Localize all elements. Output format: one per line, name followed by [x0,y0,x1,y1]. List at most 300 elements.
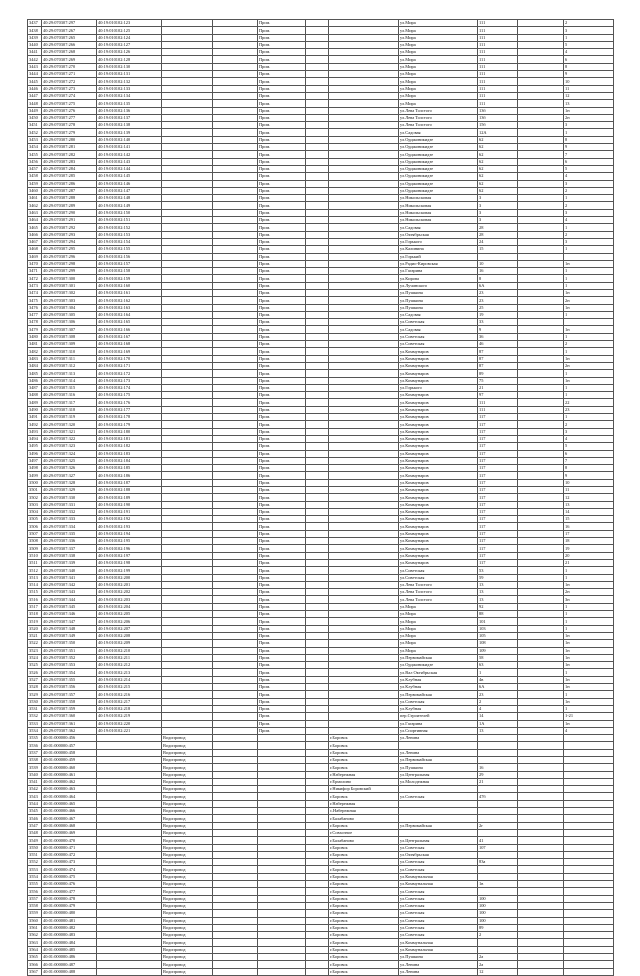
cell-house: 13б [478,107,518,114]
cell-purpose: Пром. [258,144,306,151]
cell-old-number: 40:19:010102:216 [97,691,162,698]
cell-row-number: 3551 [28,851,42,858]
cell-old-number [97,954,162,961]
cell-house: 29 [478,771,518,778]
cell-cadastral-number: 40:29:070307:266 [42,41,97,48]
cell-col-g [306,246,329,253]
cell-col-k [518,355,564,362]
cell-house: 9 [478,326,518,333]
cell-house: 117 [478,465,518,472]
cell-room: 1 [564,333,614,340]
cell-col-e [213,158,258,165]
table-row [28,756,614,763]
cell-old-number [97,917,162,924]
cell-object-type [162,399,213,406]
cell-old-number [97,844,162,851]
cell-room: 7 [564,457,614,464]
cell-col-k [518,399,564,406]
cell-room: 10 [564,78,614,85]
cell-street: ул.Советская [399,895,478,902]
cell-row-number: 3524 [28,654,42,661]
cell-purpose: Пром. [258,187,306,194]
cell-col-e [213,421,258,428]
cell-col-k [518,494,564,501]
cell-street: ул.Вал Октябрьская [399,669,478,676]
cell-col-e [213,231,258,238]
cell-object-type [162,538,213,545]
cell-room [564,771,614,778]
cell-col-g [306,552,329,559]
cell-cadastral-number: 40:01:000000:479 [42,902,97,909]
cell-street: ул.Коммунаров [399,362,478,369]
cell-col-g [306,311,329,318]
cell-street: ул.Радио-Кировская [399,260,478,267]
cell-row-number: 3564 [28,946,42,953]
cell-col-g [306,924,329,931]
cell-street: ул.Мира [399,632,478,639]
cell-house: 3 [478,217,518,224]
cell-col-e [213,662,258,669]
cell-room: 1н [564,304,614,311]
cell-purpose: Пром. [258,727,306,734]
cell-locality: г.Боровск [329,764,399,771]
cell-object-type [162,355,213,362]
cell-purpose [258,771,306,778]
cell-col-g [306,231,329,238]
cell-old-number: 40:19:010102:207 [97,625,162,632]
cell-house: 117 [478,450,518,457]
cell-col-e [213,319,258,326]
cell-room: 1н [564,647,614,654]
table-row [28,392,614,399]
cell-row-number: 3472 [28,275,42,282]
cell-col-k [518,618,564,625]
cell-old-number [97,764,162,771]
cell-street: ул.Коммунаров [399,538,478,545]
cell-street: ул.Молодежная [399,778,478,785]
cell-locality [329,479,399,486]
cell-row-number: 3529 [28,691,42,698]
cell-cadastral-number: 40:01:000000:483 [42,932,97,939]
cell-cadastral-number: 40:29:070307:358 [42,698,97,705]
cell-col-e [213,581,258,588]
cell-room: 1 [564,348,614,355]
cell-street: ул.Коммунаров [399,479,478,486]
cell-object-type: Водопровод [162,735,213,742]
cell-cadastral-number: 40:29:070307:346 [42,611,97,618]
cell-purpose: Пром. [258,362,306,369]
cell-locality [329,20,399,27]
cell-purpose: Пром. [258,63,306,70]
cell-row-number: 3566 [28,961,42,968]
cell-col-k [518,414,564,421]
cell-old-number: 40:19:010102:167 [97,333,162,340]
cell-street: ул.Советская [399,924,478,931]
cell-object-type: Водопровод [162,859,213,866]
cell-cadastral-number: 40:29:070307:293 [42,231,97,238]
cell-old-number: 40:19:010102:124 [97,34,162,41]
cell-col-e [213,946,258,953]
cell-purpose: Пром. [258,508,306,515]
cell-house [478,851,518,858]
cell-col-e [213,92,258,99]
table-row [28,202,614,209]
table-row [28,954,614,961]
cell-purpose: Пром. [258,625,306,632]
cell-row-number: 3442 [28,56,42,63]
cell-cadastral-number: 40:29:070307:352 [42,654,97,661]
cell-house: 111 [478,34,518,41]
cell-object-type [162,640,213,647]
cell-house: 108 [478,640,518,647]
cell-col-e [213,406,258,413]
cell-col-k [518,932,564,939]
cell-col-g [306,122,329,129]
cell-object-type [162,107,213,114]
cell-col-e [213,100,258,107]
cell-house: 25 [478,304,518,311]
table-row [28,691,614,698]
cell-locality [329,348,399,355]
cell-col-e [213,647,258,654]
cell-locality [329,27,399,34]
cell-object-type [162,713,213,720]
cell-purpose: Пром. [258,720,306,727]
cell-house: 28 [478,224,518,231]
cell-purpose [258,968,306,975]
cell-row-number: 3453 [28,136,42,143]
table-row [28,362,614,369]
cell-house: 100 [478,895,518,902]
cell-room: 1н [564,260,614,267]
cell-col-e [213,501,258,508]
cell-row-number: 3497 [28,457,42,464]
cell-cadastral-number: 40:29:070307:355 [42,676,97,683]
cell-row-number: 3553 [28,866,42,873]
cell-locality: г.Боровск [329,851,399,858]
table-row [28,786,614,793]
cell-col-e [213,829,258,836]
cell-room [564,968,614,975]
cell-house: 88 [478,611,518,618]
cell-locality [329,129,399,136]
cell-street: ул.Мира [399,34,478,41]
cell-purpose: Пром. [258,457,306,464]
cell-room: 1 [564,414,614,421]
cell-house: 107 [478,844,518,851]
cell-house: 117 [478,428,518,435]
cell-row-number: 3451 [28,122,42,129]
cell-row-number: 3540 [28,771,42,778]
table-row [28,684,614,691]
cell-row-number: 3511 [28,559,42,566]
cell-col-g [306,676,329,683]
cell-col-e [213,720,258,727]
cell-object-type [162,530,213,537]
cell-purpose: Пром. [258,545,306,552]
cell-row-number: 3438 [28,27,42,34]
cell-old-number: 40:19:010102:193 [97,523,162,530]
table-row [28,450,614,457]
cell-locality [329,676,399,683]
cell-old-number [97,859,162,866]
cell-room: 2н [564,114,614,121]
cell-old-number [97,946,162,953]
cell-room: 3 [564,428,614,435]
cell-object-type: Водопровод [162,917,213,924]
cell-room [564,253,614,260]
cell-room: 18 [564,538,614,545]
cell-col-k [518,443,564,450]
cell-locality [329,516,399,523]
cell-purpose [258,917,306,924]
cell-old-number: 40:19:010102:220 [97,720,162,727]
table-row [28,479,614,486]
cell-locality [329,370,399,377]
cell-house: 2а [478,954,518,961]
cell-col-e [213,472,258,479]
table-row [28,654,614,661]
cell-old-number: 40:19:010102:141 [97,144,162,151]
table-row [28,574,614,581]
cell-object-type [162,559,213,566]
cell-col-e [213,49,258,56]
cell-object-type: Водопровод [162,902,213,909]
cell-col-k [518,713,564,720]
cell-object-type [162,246,213,253]
cell-row-number: 3493 [28,428,42,435]
cell-object-type [162,114,213,121]
cell-purpose: Пром. [258,71,306,78]
cell-locality [329,472,399,479]
cell-object-type [162,20,213,27]
cell-col-g [306,289,329,296]
cell-room: 1н [564,698,614,705]
cell-house: 2 [478,932,518,939]
cell-cadastral-number: 40:29:070307:339 [42,559,97,566]
table-row [28,946,614,953]
cell-old-number: 40:19:010102:204 [97,603,162,610]
cell-purpose: Пром. [258,421,306,428]
cell-room: 1н [564,632,614,639]
table-row [28,596,614,603]
table-row [28,136,614,143]
cell-house: 16 [478,764,518,771]
cell-row-number: 3483 [28,355,42,362]
cell-col-e [213,618,258,625]
cell-locality [329,443,399,450]
cell-room: 12 [564,92,614,99]
cell-row-number: 3501 [28,487,42,494]
cell-object-type [162,603,213,610]
cell-cadastral-number: 40:29:070307:353 [42,662,97,669]
cell-col-g [306,873,329,880]
cell-col-g [306,866,329,873]
cell-old-number [97,924,162,931]
cell-row-number: 3463 [28,209,42,216]
cell-purpose: Пром. [258,85,306,92]
cell-room: 1н [564,676,614,683]
cell-locality [329,691,399,698]
cell-street: ул.Коммунаров [399,559,478,566]
cell-room [564,822,614,829]
table-row [28,603,614,610]
cell-old-number: 40:19:010102:169 [97,348,162,355]
cell-col-e [213,435,258,442]
cell-cadastral-number: 40:29:070307:290 [42,209,97,216]
cell-col-g [306,41,329,48]
cell-old-number: 40:19:010102:195 [97,538,162,545]
cell-locality [329,421,399,428]
cell-col-e [213,297,258,304]
cell-row-number: 3455 [28,151,42,158]
cell-row-number: 3494 [28,435,42,442]
cell-house: 117 [478,457,518,464]
table-row [28,173,614,180]
cell-old-number: 40:19:010102:134 [97,92,162,99]
cell-house: 117 [478,523,518,530]
cell-col-k [518,421,564,428]
cell-object-type [162,428,213,435]
cell-col-e [213,837,258,844]
cell-row-number: 3468 [28,246,42,253]
cell-row-number: 3471 [28,268,42,275]
cell-cadastral-number: 40:29:070307:340 [42,567,97,574]
cell-locality [329,705,399,712]
cell-old-number: 40:19:010102:144 [97,165,162,172]
cell-col-g [306,735,329,742]
table-row [28,618,614,625]
cell-col-g [306,932,329,939]
table-row [28,465,614,472]
cell-street: ул.Ленина [399,968,478,975]
cell-object-type [162,136,213,143]
cell-cadastral-number: 40:01:000000:488 [42,968,97,975]
cell-object-type: Водопровод [162,778,213,785]
cell-old-number: 40:19:010102:149 [97,202,162,209]
cell-row-number: 3457 [28,165,42,172]
cell-old-number: 40:19:010102:184 [97,457,162,464]
cell-house: 4в [478,676,518,683]
cell-cadastral-number: 40:01:000000:475 [42,873,97,880]
cell-cadastral-number: 40:29:070307:270 [42,63,97,70]
cell-object-type: Водопровод [162,881,213,888]
cell-col-k [518,939,564,946]
cell-locality [329,224,399,231]
cell-row-number: 3513 [28,574,42,581]
cell-col-e [213,173,258,180]
cell-house: 3 [478,209,518,216]
cell-locality: г.Боровск [329,917,399,924]
cell-col-e [213,20,258,27]
cell-col-k [518,508,564,515]
cell-house: 101 [478,618,518,625]
cell-locality [329,289,399,296]
cell-row-number: 3465 [28,224,42,231]
cell-col-k [518,326,564,333]
cell-row-number: 3440 [28,41,42,48]
cell-row-number: 3452 [28,129,42,136]
cell-col-g [306,129,329,136]
cell-row-number: 3484 [28,362,42,369]
cell-street: ул.Коммунальная [399,873,478,880]
cell-locality: г.Боровск [329,735,399,742]
cell-object-type: Водопровод [162,771,213,778]
cell-old-number: 40:19:010102:203 [97,596,162,603]
cell-col-g [306,158,329,165]
cell-col-g [306,326,329,333]
cell-object-type [162,297,213,304]
cell-col-g [306,574,329,581]
cell-col-e [213,282,258,289]
cell-col-g [306,209,329,216]
cell-purpose: Пром. [258,705,306,712]
cell-col-e [213,574,258,581]
cell-locality [329,727,399,734]
cell-col-e [213,567,258,574]
cell-row-number: 3515 [28,589,42,596]
cell-col-g [306,100,329,107]
cell-street: ул.Советская [399,574,478,581]
cell-col-g [306,720,329,727]
cell-old-number [97,910,162,917]
cell-house: 117 [478,472,518,479]
cell-house: 3 [478,195,518,202]
cell-house: 63 [478,662,518,669]
cell-object-type [162,304,213,311]
cell-col-g [306,457,329,464]
cell-col-k [518,829,564,836]
cell-col-g [306,815,329,822]
cell-purpose: Пром. [258,275,306,282]
cell-col-k [518,114,564,121]
cell-old-number: 40:19:010102:191 [97,508,162,515]
cell-cadastral-number: 40:29:070307:277 [42,114,97,121]
cell-col-g [306,195,329,202]
cell-house: 16 [478,268,518,275]
cell-purpose: Пром. [258,662,306,669]
cell-object-type [162,676,213,683]
cell-row-number: 3561 [28,924,42,931]
cell-purpose [258,815,306,822]
cell-col-k [518,669,564,676]
table-row [28,27,614,34]
cell-cadastral-number: 40:29:070307:337 [42,545,97,552]
cell-house [478,939,518,946]
cell-row-number: 3480 [28,333,42,340]
cell-cadastral-number: 40:29:070307:281 [42,144,97,151]
cell-col-g [306,268,329,275]
cell-old-number [97,881,162,888]
cell-row-number: 3506 [28,523,42,530]
cell-room [564,881,614,888]
cell-old-number: 40:19:010102:196 [97,545,162,552]
cell-cadastral-number: 40:29:070307:333 [42,516,97,523]
cell-locality: г.Боровск [329,954,399,961]
cell-room: 1 [564,129,614,136]
cell-house: 13б [478,114,518,121]
cell-purpose: Пром. [258,319,306,326]
cell-col-e [213,465,258,472]
cell-row-number: 3567 [28,968,42,975]
cell-room: 17 [564,530,614,537]
cell-col-e [213,136,258,143]
cell-col-e [213,808,258,815]
cell-room: 1 [564,611,614,618]
cell-col-g [306,71,329,78]
cell-object-type [162,224,213,231]
cell-col-g [306,756,329,763]
